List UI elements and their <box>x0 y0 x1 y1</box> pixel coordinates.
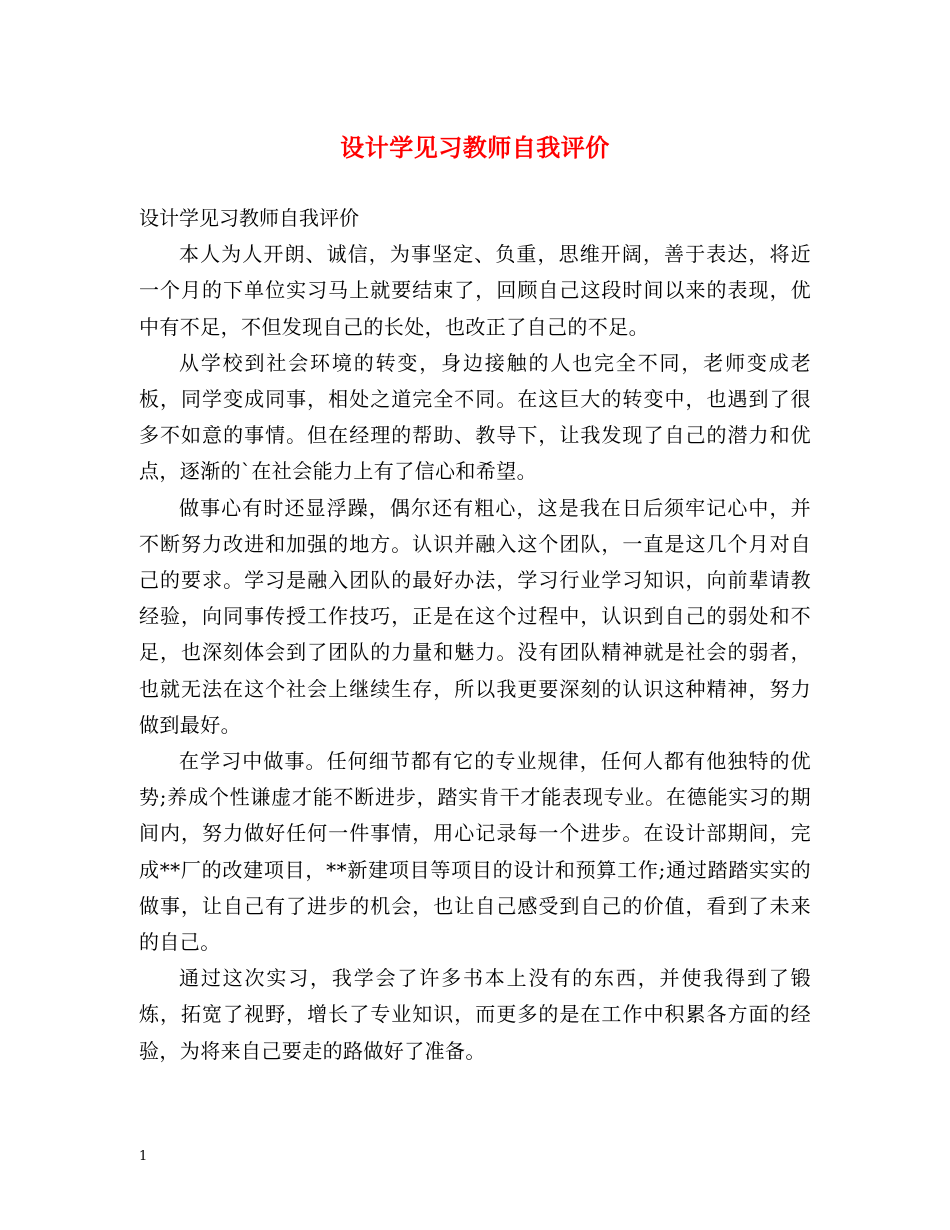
paragraph-2: 从学校到社会环境的转变，身边接触的人也完全不同，老师变成老板，同学变成同事，相处之道完全不同。在这巨大的转变中，也遇到了很多不如意的事情。但在经理的帮助、教导下，让我发现了自己的潜力和优点，逐渐的`在社会能力上有了信心和希望。 <box>139 350 811 484</box>
document-title: 设计学见习教师自我评价 <box>340 133 610 162</box>
page-number: 1 <box>139 1149 148 1164</box>
document-subtitle: 设计学见习教师自我评价 <box>139 206 359 230</box>
paragraph-3: 做事心有时还显浮躁，偶尔还有粗心，这是我在日后须牢记心中，并不断努力改进和加强的地方。认识并融入这个团队，一直是这几个月对自己的要求。学习是融入团队的最好办法，学习行业学习知识，向前辈请教经验，向同事传授工作技巧，正是在这个过程中，认识到自己的弱处和不足，也深刻体会到了团队的力量和魅力。没有团队精神就是社会的弱者，也就无法在这个社会上继续生存，所以我更要深刻的认识这种精神，努力做到最好。 <box>139 495 811 737</box>
paragraph-4: 在学习中做事。任何细节都有它的专业规律，任何人都有他独特的优势;养成个性谦虚才能不断进步，踏实肯干才能表现专业。在德能实习的期间内，努力做好任何一件事情，用心记录每一个进步。在设计部期间，完成**厂的改建项目，**新建项目等项目的设计和预算工作;通过踏踏实实的做事，让自己有了进步的机会，也让自己感受到自己的价值，看到了未来的自己。 <box>139 749 811 955</box>
paragraph-1: 本人为人开朗、诚信，为事坚定、负重，思维开阔，善于表达，将近一个月的下单位实习马上就要结束了，回顾自己这段时间以来的表现，优中有不足，不但发现自己的长处，也改正了自己的不足。 <box>139 242 811 339</box>
document-body <box>139 200 811 1069</box>
paragraph-5: 通过这次实习，我学会了许多书本上没有的东西，并使我得到了锻炼，拓宽了视野，增长了专业知识，而更多的是在工作中积累各方面的经验，为将来自己要走的路做好了准备。 <box>139 966 811 1063</box>
